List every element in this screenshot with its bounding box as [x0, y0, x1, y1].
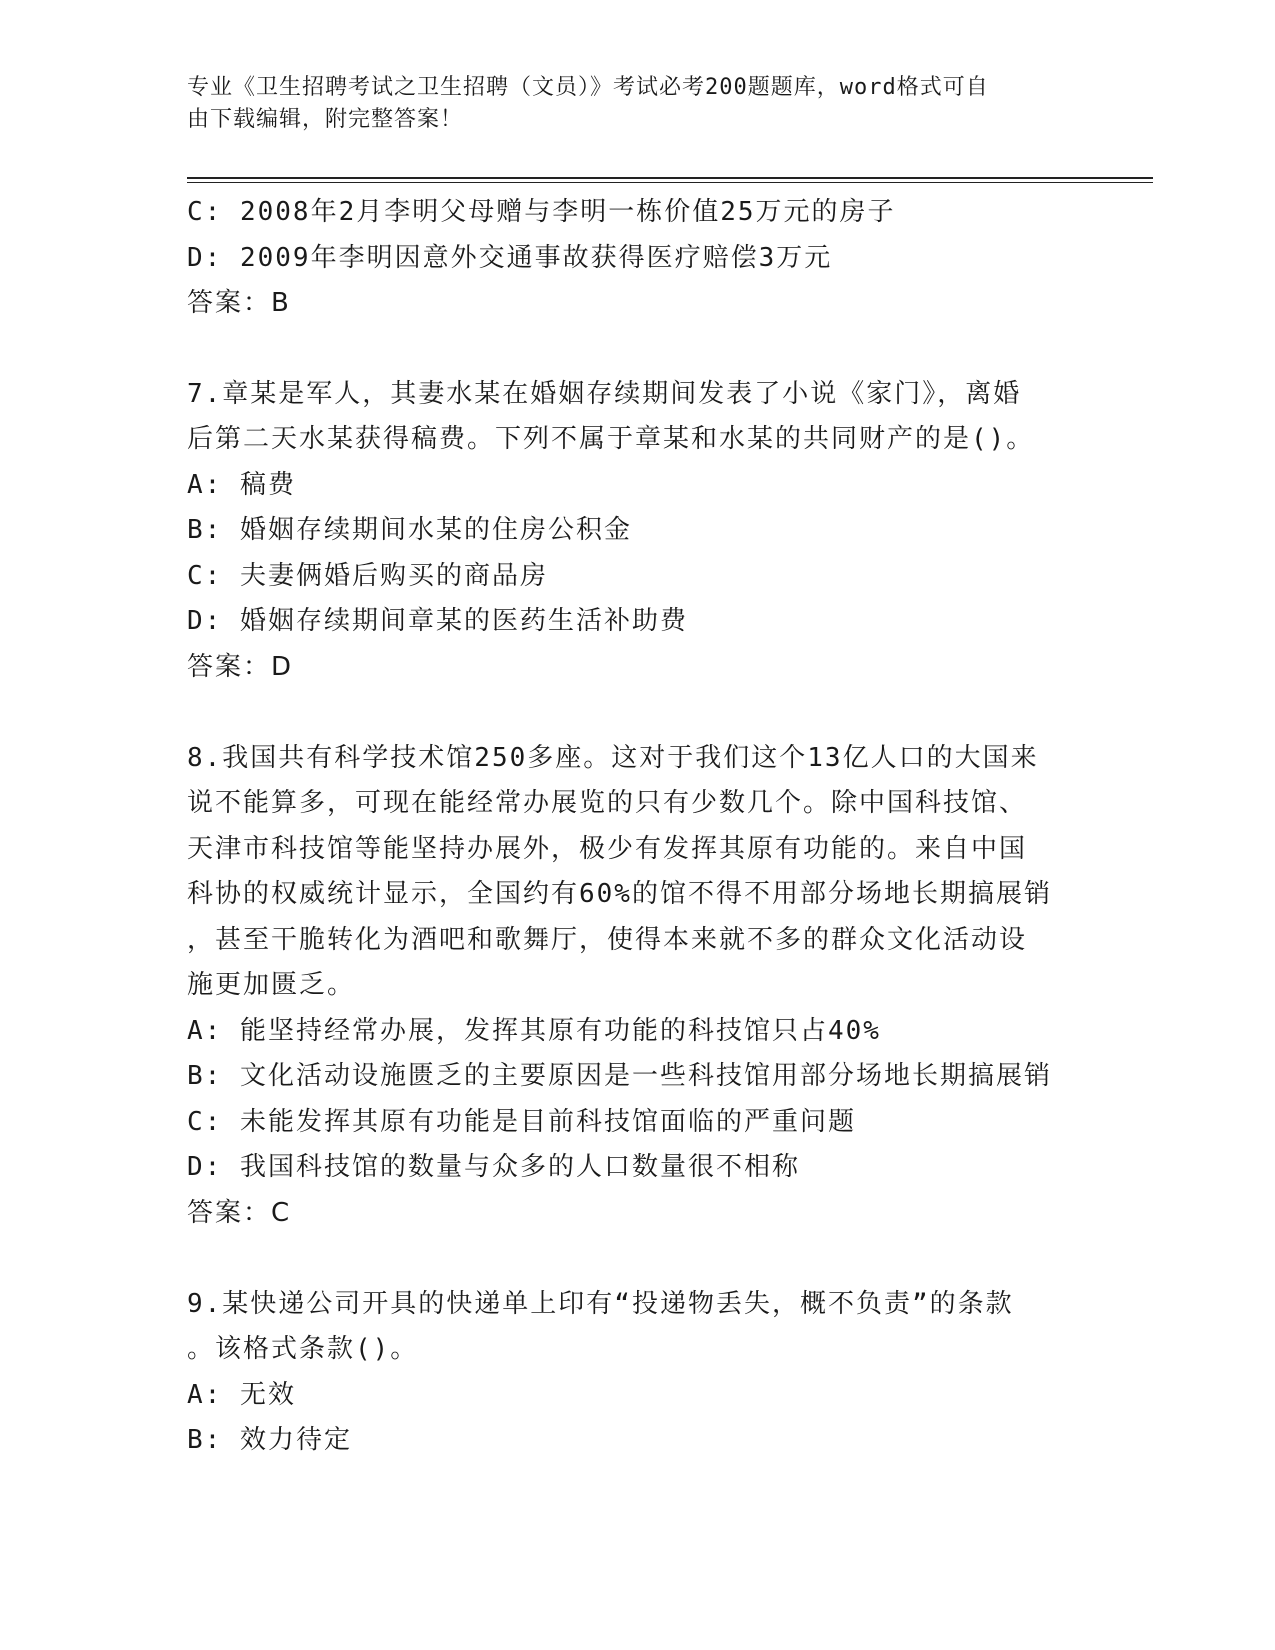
option-b: B: 效力待定: [187, 1425, 352, 1455]
option-d: D: 婚姻存续期间章某的医药生活补助费: [187, 606, 688, 636]
question-stem-line: 8.我国共有科学技术馆250多座。这对于我们这个13亿人口的大国来: [187, 742, 1039, 773]
question-stem-line: 施更加匮乏。: [187, 970, 356, 1000]
question-stem-line: 科协的权威统计显示，全国约有60%的馆不得不用部分场地长期搞展销: [187, 879, 1052, 909]
option-a: A: 无效: [187, 1379, 296, 1410]
option-b: B: 婚姻存续期间水某的住房公积金: [187, 515, 632, 545]
question-stem-line: 。该格式条款()。: [187, 1334, 419, 1364]
spacer: [187, 690, 1087, 736]
header-divider-thin: [187, 182, 1153, 183]
option-d: D: 2009年李明因意外交通事故获得医疗赔偿3万元: [187, 242, 833, 273]
option-c: C: 夫妻俩婚后购买的商品房: [187, 560, 548, 591]
question-8: [187, 736, 1087, 1237]
header-divider-thick: [187, 177, 1153, 179]
spacer: [187, 1236, 1087, 1282]
document-header: [187, 72, 1087, 136]
question-6-continuation: [187, 190, 1087, 327]
option-b: B: 文化活动设施匮乏的主要原因是一些科技馆用部分场地长期搞展销: [187, 1061, 1052, 1091]
question-stem-line: ，甚至干脆转化为酒吧和歌舞厅，使得本来就不多的群众文化活动设: [187, 924, 1028, 955]
question-stem-line: 9.某快递公司开具的快递单上印有“投递物丢失，概不负责”的条款: [187, 1288, 1014, 1319]
document-body: [187, 190, 1087, 1464]
answer: 答案：C: [187, 1197, 292, 1228]
option-a: A: 稿费: [187, 469, 296, 500]
question-stem-line: 7.章某是军人，其妻水某在婚姻存续期间发表了小说《家门》，离婚: [187, 378, 1022, 409]
question-7: [187, 372, 1087, 691]
option-d: D: 我国科技馆的数量与众多的人口数量很不相称: [187, 1152, 800, 1182]
spacer: [187, 327, 1087, 372]
header-line-1: 专业《卫生招聘考试之卫生招聘（文员）》考试必考200题题库，word格式可自: [187, 75, 989, 100]
question-stem-line: 说不能算多，可现在能经常办展览的只有少数几个。除中国科技馆、: [187, 788, 1028, 818]
answer: 答案：D: [187, 651, 294, 682]
question-9: [187, 1282, 1087, 1464]
option-a: A: 能坚持经常办展，发挥其原有功能的科技馆只占40%: [187, 1015, 881, 1046]
answer: 答案：B: [187, 288, 291, 318]
question-stem-line: 后第二天水某获得稿费。下列不属于章某和水某的共同财产的是()。: [187, 424, 1035, 454]
question-stem-line: 天津市科技馆等能坚持办展外，极少有发挥其原有功能的。来自中国: [187, 833, 1028, 864]
header-line-2: 由下载编辑，附完整答案！: [187, 107, 464, 132]
option-c: C: 未能发挥其原有功能是目前科技馆面临的严重问题: [187, 1106, 856, 1137]
option-c: C: 2008年2月李明父母赠与李明一栋价值25万元的房子: [187, 197, 896, 227]
